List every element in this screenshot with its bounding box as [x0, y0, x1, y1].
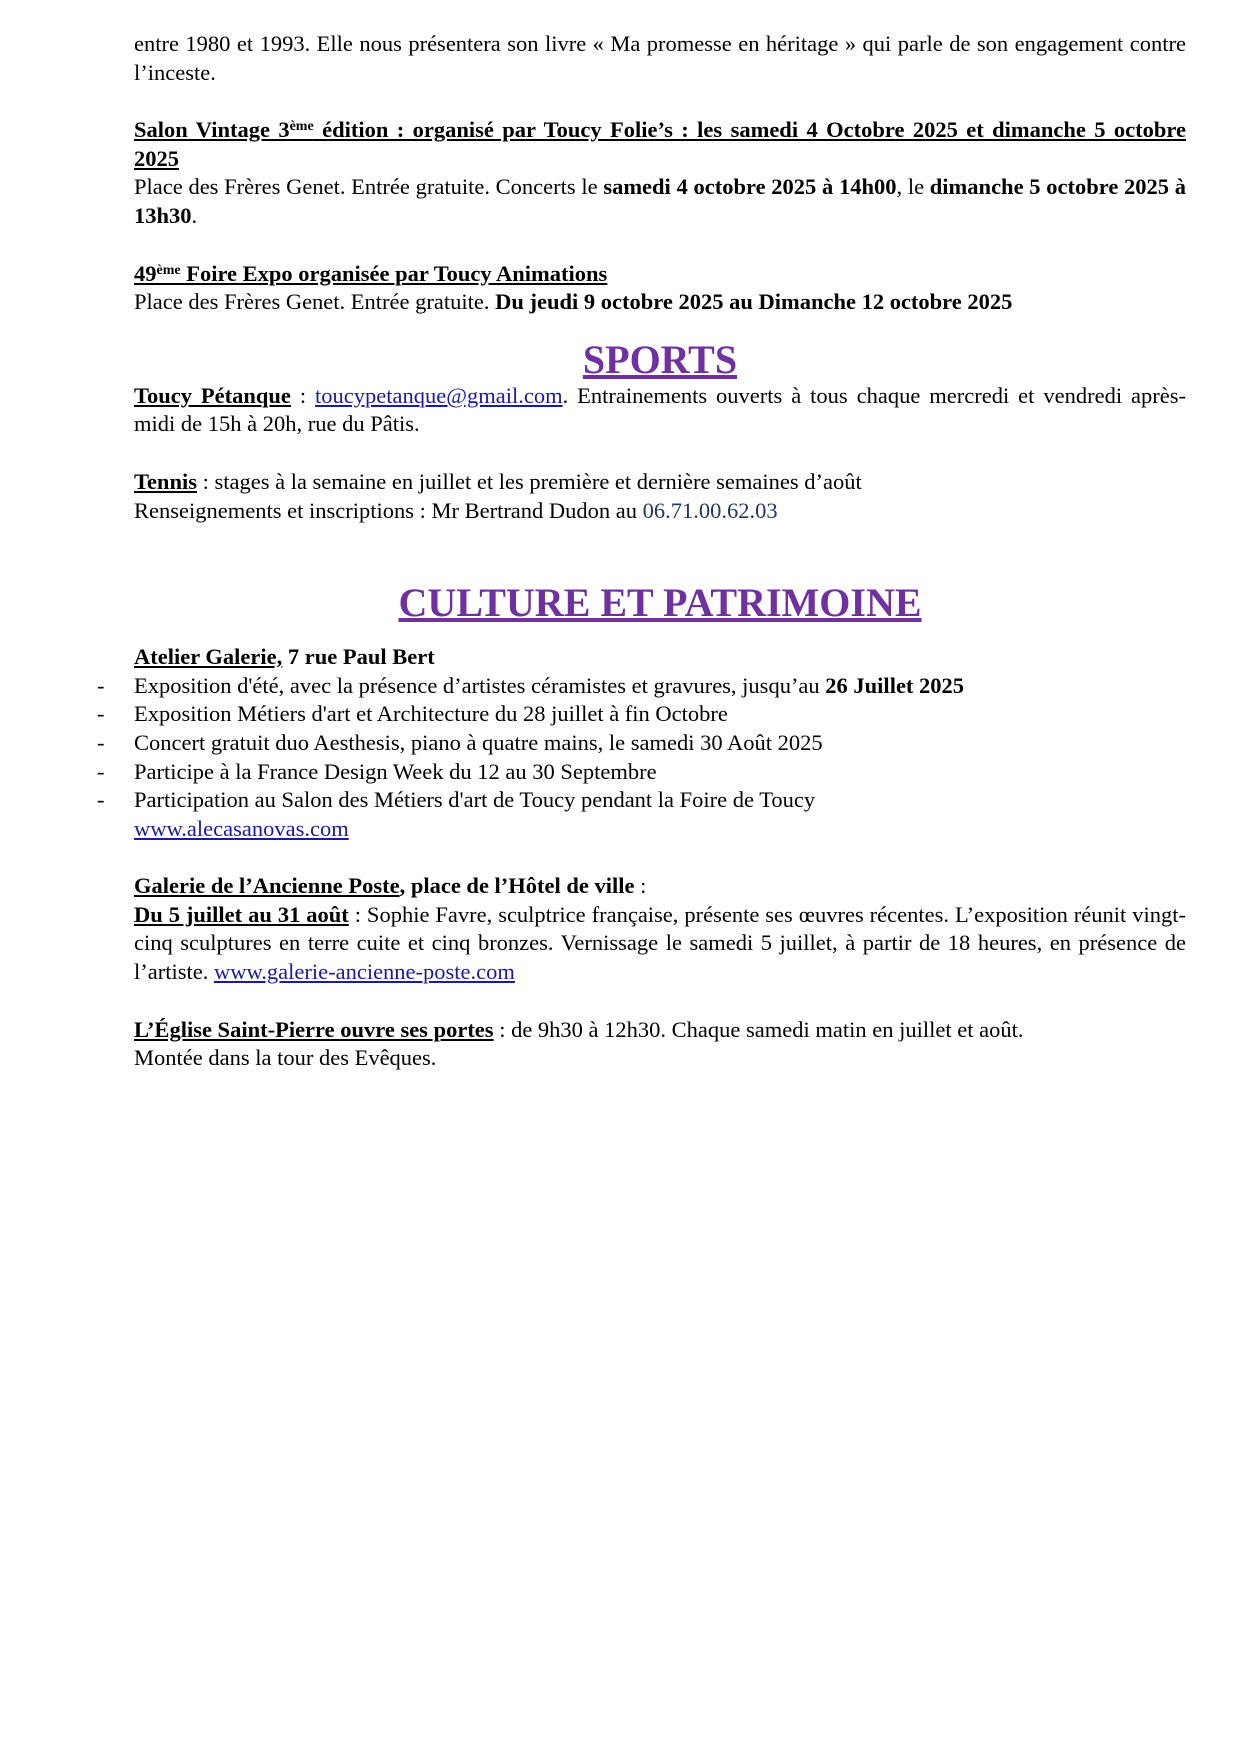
- list-item: - Participation au Salon des Métiers d'art de Toucy pendant la Foire de Toucy: [134, 786, 1186, 815]
- list-item: - Exposition Métiers d'art et Architecture du 28 juillet à fin Octobre: [134, 700, 1186, 729]
- list-item: - Concert gratuit duo Aesthesis, piano à quatre mains, le samedi 30 Août 2025: [134, 729, 1186, 758]
- poste-title: Galerie de l’Ancienne Poste, place de l’Hôtel de ville :: [134, 873, 647, 899]
- petanque-email-link[interactable]: toucypetanque@gmail.com: [315, 382, 563, 408]
- document-page: [134, 30, 1186, 1073]
- petanque-paragraph: Toucy Pétanque : toucypetanque@gmail.com. Entrainements ouverts à tous chaque mercredi et vendredi après-midi de 15h à 20h, rue du Pâtis.: [134, 382, 1186, 437]
- tennis-info: Renseignements et inscriptions : Mr Bertrand Dudon au 06.71.00.62.03: [134, 497, 778, 523]
- atelier-title: Atelier Galerie, 7 rue Paul Bert: [134, 644, 435, 670]
- spacer: [134, 231, 1186, 260]
- atelier-website-link[interactable]: www.alecasanovas.com: [134, 815, 349, 841]
- tennis-paragraph: Tennis : stages à la semaine en juillet et les première et dernière semaines d’août: [134, 468, 862, 494]
- list-item: - Participe à la France Design Week du 12 au 30 Septembre: [134, 758, 1186, 787]
- list-item: - Exposition d'été, avec la présence d’artistes céramistes et gravures, jusqu’au 26 Juillet 2025: [134, 672, 1186, 701]
- tennis-phone[interactable]: 06.71.00.62.03: [642, 497, 778, 523]
- spacer: [134, 87, 1186, 116]
- spacer: [134, 843, 1186, 872]
- salon-vintage-title: Salon Vintage 3ème édition : organisé par Toucy Folie’s : les samedi 4 Octobre 2025 et dimanche 5 octobre 2025: [134, 117, 1186, 171]
- foire-body: Place des Frères Genet. Entrée gratuite. Du jeudi 9 octobre 2025 au Dimanche 12 octobre 2025: [134, 289, 1013, 315]
- foire-title: 49ème Foire Expo organisée par Toucy Animations: [134, 260, 608, 286]
- poste-body: Du 5 juillet au 31 août : Sophie Favre, sculptrice française, présente ses œuvres récentes. L’exposition réunit vingt-cinq sculptures en terre cuite et cinq bronzes. Vernissage le samedi 5 juillet, à partir de 18 heures, en présence de l’artiste. www.galerie-ancienne-poste.com: [134, 901, 1186, 985]
- spacer: [134, 987, 1186, 1016]
- salon-vintage-body: Place des Frères Genet. Entrée gratuite. Concerts le samedi 4 octobre 2025 à 14h00, le dimanche 5 octobre 2025 à 13h30.: [134, 174, 1186, 228]
- eglise-line2: Montée dans la tour des Evêques.: [134, 1045, 437, 1071]
- culture-heading: CULTURE ET PATRIMOINE: [398, 580, 922, 626]
- intro-paragraph: entre 1980 et 1993. Elle nous présentera son livre « Ma promesse en héritage » qui parle de son engagement contre l’inceste.: [134, 31, 1186, 85]
- poste-website-link[interactable]: www.galerie-ancienne-poste.com: [213, 959, 515, 985]
- atelier-list: [134, 672, 1186, 815]
- atelier-url-line: [134, 815, 1186, 844]
- eglise-paragraph: L’Église Saint-Pierre ouvre ses portes : de 9h30 à 12h30. Chaque samedi matin en juillet et août.: [134, 1016, 1024, 1042]
- spacer: [134, 439, 1186, 468]
- sports-heading: SPORTS: [582, 336, 738, 382]
